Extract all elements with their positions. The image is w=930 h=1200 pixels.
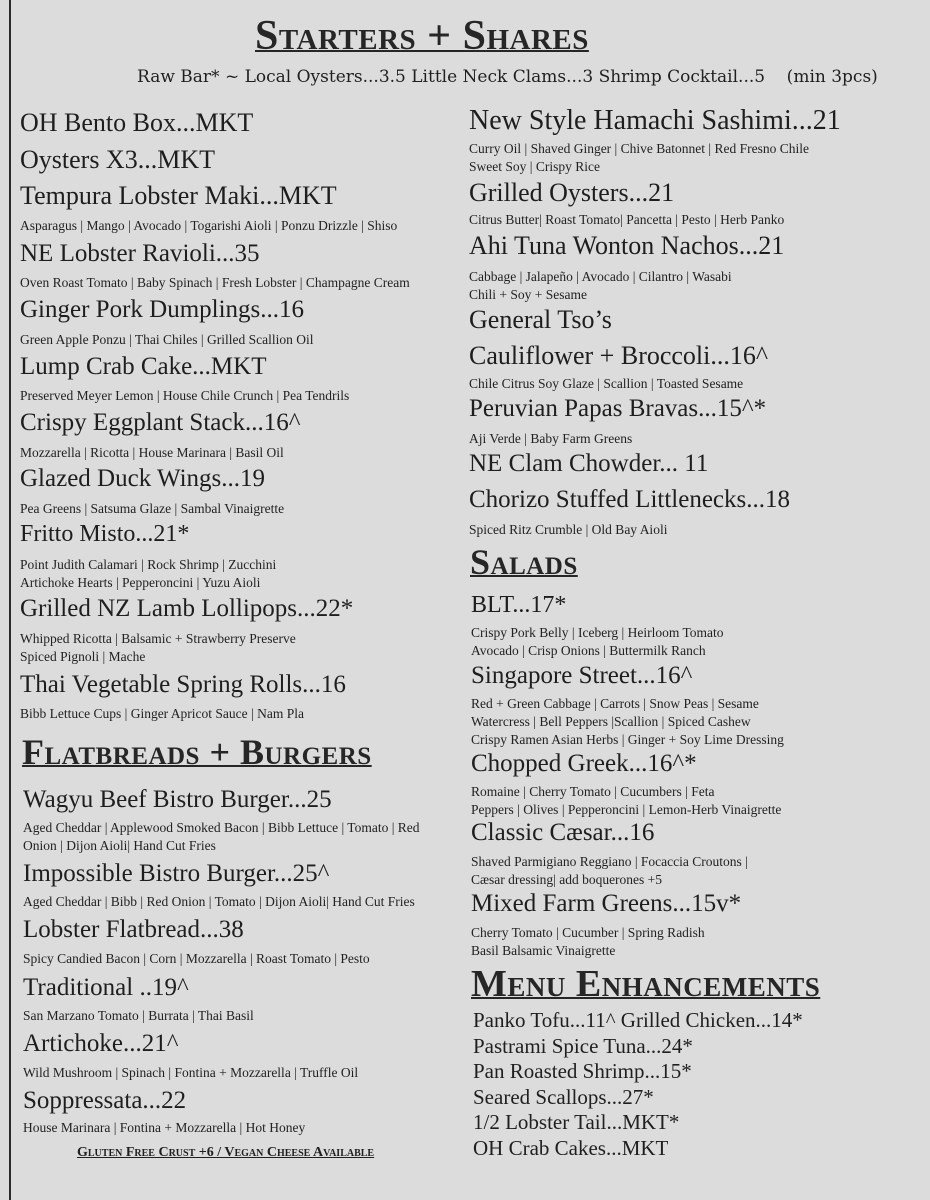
- menu-item-chorizo-stuffed-littlenecks: Chorizo Stuffed Littlenecks...18: [469, 486, 791, 513]
- menu-item-blt: BLT...17*: [471, 592, 567, 618]
- menu-item-description: Basil Balsamic Vinaigrette: [471, 943, 616, 958]
- enhancement-line: Seared Scallops...27*: [473, 1084, 654, 1109]
- menu-item-oh-bento-box: OH Bento Box...MKT: [20, 108, 254, 137]
- menu-item-description: Spiced Pignoli | Mache: [20, 649, 146, 664]
- menu-item-traditional-19: Traditional ..19^: [23, 974, 189, 1001]
- menu-item-mixed-farm-greens: Mixed Farm Greens...15v*: [471, 890, 742, 917]
- gluten-free-note: Gluten Free Crust +6 / Vegan Cheese Available: [77, 1145, 375, 1160]
- menu-item-classic-c-sar: Classic Cæsar...16: [471, 819, 655, 846]
- menu-item-soppressata: Soppressata...22: [23, 1087, 187, 1114]
- menu-item-description: Oven Roast Tomato | Baby Spinach | Fresh Lobster | Champagne Cream: [20, 275, 410, 290]
- menu-item-description: Spiced Ritz Crumble | Old Bay Aioli: [469, 522, 668, 537]
- menu-item-description: Watercress | Bell Peppers |Scallion | Spiced Cashew: [471, 714, 751, 729]
- menu-item-description: Cherry Tomato | Cucumber | Spring Radish: [471, 925, 705, 940]
- menu-item-general-tso-s: General Tso’s: [469, 305, 612, 334]
- menu-item-description: Shaved Parmigiano Reggiano | Focaccia Croutons |: [471, 854, 748, 869]
- menu-item-crispy-eggplant-stack: Crispy Eggplant Stack...16^: [20, 409, 301, 436]
- menu-item-description: Citrus Butter| Roast Tomato| Pancetta | Pesto | Herb Panko: [469, 212, 785, 227]
- menu-item-artichoke: Artichoke...21^: [23, 1030, 179, 1057]
- menu-item-singapore-street: Singapore Street...16^: [471, 662, 693, 689]
- menu-item-description: San Marzano Tomato | Burrata | Thai Basil: [23, 1008, 254, 1023]
- menu-item-ginger-pork-dumplings: Ginger Pork Dumplings...16: [20, 296, 305, 323]
- menu-item-description: Chili + Soy + Sesame: [469, 287, 587, 302]
- menu-item-description: Point Judith Calamari | Rock Shrimp | Zucchini: [20, 557, 277, 572]
- menu-item-thai-vegetable-spring-rolls: Thai Vegetable Spring Rolls...16: [20, 671, 346, 698]
- menu-item-description: Onion | Dijon Aioli| Hand Cut Fries: [23, 838, 216, 853]
- flatbreads-title: Flatbreads + Burgers: [22, 732, 372, 772]
- menu-item-description: Bibb Lettuce Cups | Ginger Apricot Sauce | Nam Pla: [20, 706, 304, 721]
- menu-item-impossible-bistro-burger: Impossible Bistro Burger...25^: [23, 860, 330, 887]
- enhancement-line: Pastrami Spice Tuna...24*: [473, 1033, 693, 1058]
- menu-item-description: Asparagus | Mango | Avocado | Togarishi Aioli | Ponzu Drizzle | Shiso: [20, 218, 398, 233]
- menu-item-lobster-flatbread: Lobster Flatbread...38: [23, 916, 244, 943]
- menu-item-description: Preserved Meyer Lemon | House Chile Crunch | Pea Tendrils: [20, 388, 350, 403]
- menu-item-description: Aged Cheddar | Applewood Smoked Bacon | Bibb Lettuce | Tomato | Red: [23, 820, 420, 835]
- menu-item-description: Spicy Candied Bacon | Corn | Mozzarella | Roast Tomato | Pesto: [23, 951, 370, 966]
- menu-item-description: Whipped Ricotta | Balsamic + Strawberry Preserve: [20, 631, 296, 646]
- starters-title: Starters + Shares: [255, 13, 589, 59]
- enhancement-line: Pan Roasted Shrimp...15*: [473, 1059, 692, 1083]
- menu-item-description: Green Apple Ponzu | Thai Chiles | Grilled Scallion Oil: [20, 332, 314, 347]
- menu-item-glazed-duck-wings: Glazed Duck Wings...19: [20, 465, 266, 492]
- menu-item-description: Red + Green Cabbage | Carrots | Snow Peas | Sesame: [471, 696, 759, 711]
- menu-item-description: Peppers | Olives | Pepperoncini | Lemon-Herb Vinaigrette: [471, 802, 782, 817]
- menu-item-ahi-tuna-wonton-nachos: Ahi Tuna Wonton Nachos...21: [469, 231, 785, 260]
- enhancement-line: Panko Tofu...11^ Grilled Chicken...14*: [473, 1008, 803, 1032]
- menu-item-description: Romaine | Cherry Tomato | Cucumbers | Feta: [471, 784, 715, 799]
- menu-item-description: Mozzarella | Ricotta | House Marinara | Basil Oil: [20, 445, 284, 460]
- menu-item-wagyu-beef-bistro-burger: Wagyu Beef Bistro Burger...25: [23, 786, 332, 813]
- raw-bar-line: Raw Bar* ~ Local Oysters...3.5 Little Neck Clams...3 Shrimp Cocktail...5 (min 3pcs): [137, 67, 878, 87]
- menu-item-ne-clam-chowder: NE Clam Chowder... 11: [469, 450, 709, 477]
- menu-item-description: Crispy Pork Belly | Iceberg | Heirloom Tomato: [471, 625, 724, 640]
- salads-title: Salads: [470, 542, 578, 582]
- menu-item-description: Avocado | Crisp Onions | Buttermilk Ranch: [471, 643, 706, 658]
- menu-item-chopped-greek: Chopped Greek...16^*: [471, 750, 697, 777]
- menu-item-description: Wild Mushroom | Spinach | Fontina + Mozzarella | Truffle Oil: [23, 1065, 359, 1080]
- enhancement-line: 1/2 Lobster Tail...MKT*: [473, 1110, 680, 1134]
- menu-item-oysters-x3: Oysters X3...MKT: [20, 145, 215, 174]
- menu-item-grilled-nz-lamb-lollipops: Grilled NZ Lamb Lollipops...22*: [20, 595, 354, 622]
- menu-item-description: Artichoke Hearts | Pepperoncini | Yuzu Aioli: [20, 575, 261, 590]
- menu-item-ne-lobster-ravioli: NE Lobster Ravioli...35: [20, 240, 260, 267]
- menu-item-description: Aji Verde | Baby Farm Greens: [469, 431, 633, 446]
- menu-item-new-style-hamachi-sashimi: New Style Hamachi Sashimi...21: [469, 105, 841, 136]
- left-border-line: [9, 0, 11, 1200]
- menu-item-description: Curry Oil | Shaved Ginger | Chive Batonnet | Red Fresno Chile: [469, 141, 809, 156]
- menu-item-description: Chile Citrus Soy Glaze | Scallion | Toasted Sesame: [469, 376, 744, 391]
- menu-item-description: Pea Greens | Satsuma Glaze | Sambal Vinaigrette: [20, 501, 285, 516]
- menu-item-description: Cæsar dressing| add boquerones +5: [471, 872, 663, 887]
- menu-item-tempura-lobster-maki: Tempura Lobster Maki...MKT: [20, 181, 337, 210]
- menu-item-cauliflower-broccoli: Cauliflower + Broccoli...16^: [469, 341, 769, 370]
- menu-item-description: Aged Cheddar | Bibb | Red Onion | Tomato | Dijon Aioli| Hand Cut Fries: [23, 894, 415, 909]
- menu-item-peruvian-papas-bravas: Peruvian Papas Bravas...15^*: [469, 395, 767, 422]
- menu-item-lump-crab-cake: Lump Crab Cake...MKT: [20, 353, 267, 380]
- enhancements-title: Menu Enhancements: [471, 963, 821, 1005]
- menu-item-fritto-misto: Fritto Misto...21*: [20, 521, 190, 547]
- menu-item-description: House Marinara | Fontina + Mozzarella | Hot Honey: [23, 1120, 306, 1135]
- menu-item-description: Cabbage | Jalapeño | Avocado | Cilantro | Wasabi: [469, 269, 732, 284]
- enhancement-line: OH Crab Cakes...MKT: [473, 1135, 669, 1160]
- menu-item-description: Sweet Soy | Crispy Rice: [469, 159, 600, 174]
- menu-item-grilled-oysters: Grilled Oysters...21: [469, 178, 675, 207]
- menu-item-description: Crispy Ramen Asian Herbs | Ginger + Soy Lime Dressing: [471, 732, 784, 747]
